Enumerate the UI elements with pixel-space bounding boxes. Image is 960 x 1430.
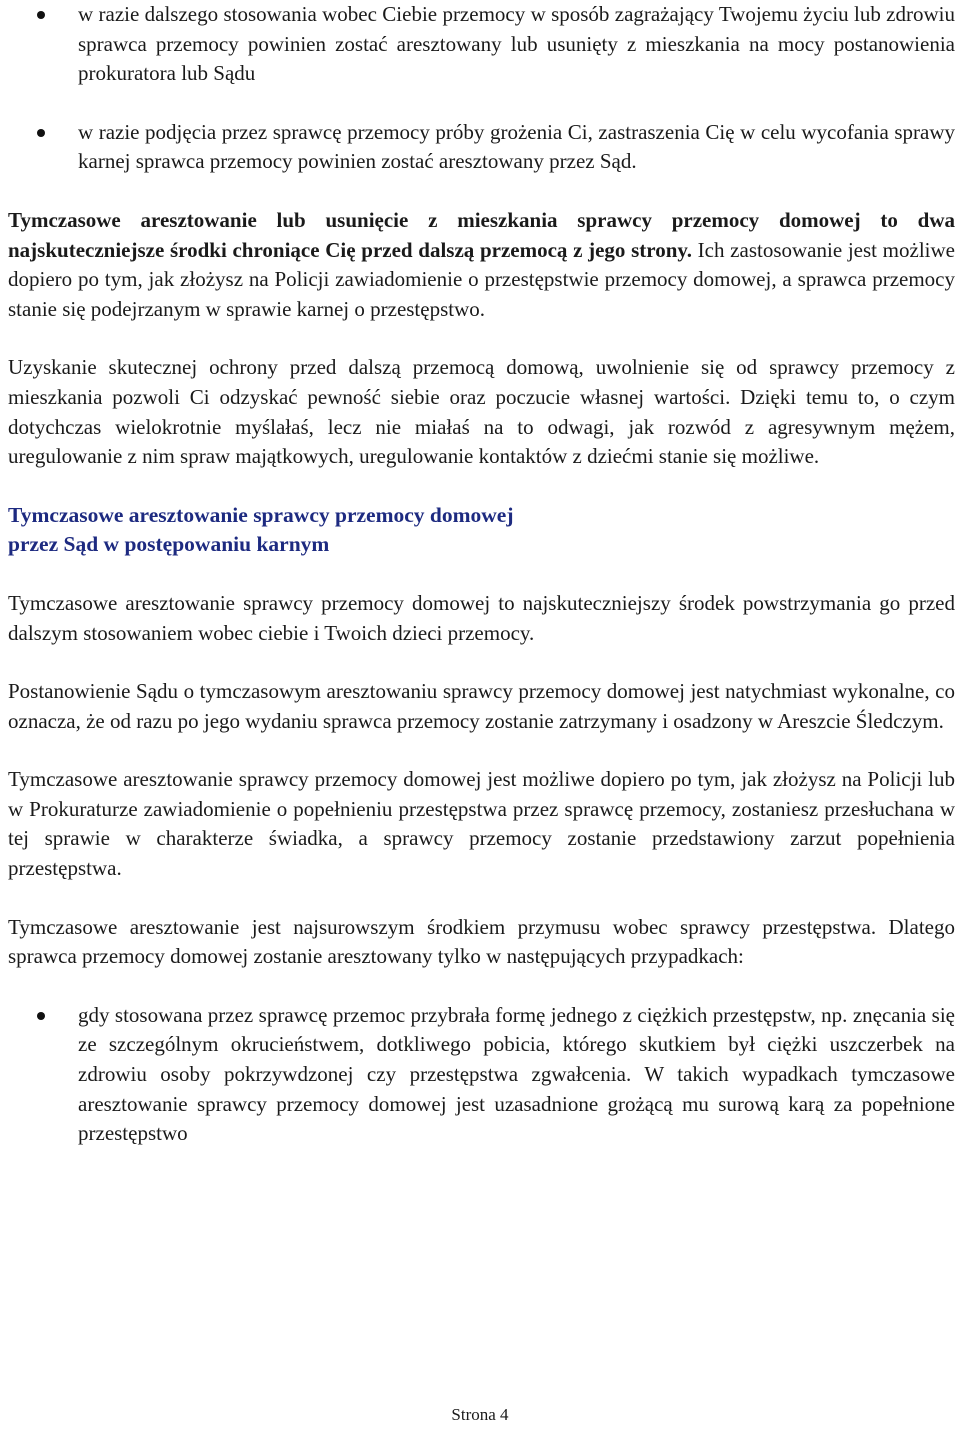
bullet-icon [37,1012,45,1020]
page-number: Strona 4 [451,1405,509,1424]
list-item-text: w razie dalszego stosowania wobec Ciebie przemocy w sposób zagrażający Twojemu życiu lub zdrowiu sprawca przemocy powinien zostać aresztowany lub usunięty z mieszkania na mocy postanowienia prokuratora lub Sądu [78,2,955,86]
document-page [8,0,955,1149]
paragraph-arrest-summary [8,206,955,324]
bullet-list-top [8,0,955,177]
list-item [8,1001,955,1149]
list-item-text: gdy stosowana przez sprawcę przemoc przybrała formę jednego z ciężkich przestępstw, np. znęcania się ze szczególnym okrucieństwem, dotkliwego pobicia, którego skutkiem był ciężki uszczerbek na zdrowiu osoby pokrzywdzonej czy przestępstwa zgwałcenia. W takich wypadkach tymczasowe aresztowanie sprawcy przemocy domowej jest uzasadnione grożącą mu surową karą za popełnione przestępstwo [78,1002,955,1146]
paragraph-most-effective: Tymczasowe aresztowanie sprawcy przemocy domowej to najskuteczniejszy środek powstrzymania go przed dalszym stosowaniem wobec ciebie i Twoich dzieci przemocy. [8,590,955,645]
bullet-list-bottom [8,1001,955,1149]
list-item [8,118,955,177]
list-item [8,0,955,89]
bullet-icon [37,11,45,19]
bold-lead-text: Tymczasowe aresztowanie lub usunięcie z mieszkania sprawcy przemocy domowej to dwa najskuteczniejsze środki chroniące Cię przed dalszą przemocą z jego strony. [8,207,955,262]
bullet-icon [37,129,45,137]
list-item-text: w razie podjęcia przez sprawcę przemocy próby grożenia Ci, zastraszenia Cię w celu wycofania sprawy karnej sprawca przemocy powinien zostać aresztowany przez Sąd. [78,119,955,174]
paragraph-severity: Tymczasowe aresztowanie jest najsurowszym środkiem przymusu wobec sprawcy przestępstwa. Dlatego sprawca przemocy domowej zostanie aresztowany tylko w następujących przypadkach: [8,914,955,969]
section-heading [8,501,955,560]
paragraph-protection: Uzyskanie skutecznej ochrony przed dalszą przemocą domową, uwolnienie się od sprawcy przemocy z mieszkania pozwoli Ci odzyskać pewność siebie oraz poczucie własnej wartości. Dzięki temu to, o czym dotychczas wielokrotnie myślałaś, lecz nie miałaś na to odwagi, jak rozwód z agresywnym mężem, uregulowanie z nim spraw majątkowych, uregulowanie kontaktów z dziećmi stanie się możliwe. [8,355,955,469]
paragraph-court-decision: Postanowienie Sądu o tymczasowym aresztowaniu sprawcy przemocy domowej jest natychmiast wykonalne, co oznacza, że od razu po jego wydaniu sprawca przemocy zostanie zatrzymany i osadzony w Areszcie Śledczym. [8,679,955,733]
section-heading-line2: przez Sąd w postępowaniu karnym [8,532,330,557]
paragraph-conditions: Tymczasowe aresztowanie sprawcy przemocy domowej jest możliwe dopiero po tym, jak złożysz na Policji lub w Prokuraturze zawiadomienie o popełnieniu przestępstwa przez sprawcę przemocy, zostaniesz przesłuchana w tej sprawie w charakterze świadka, a sprawcy przemocy zostanie przedstawiony zarzut popełnienia przestępstwa. [8,767,955,881]
section-heading-line1: Tymczasowe aresztowanie sprawcy przemocy domowej [8,502,514,527]
paragraph-text: Ich zastosowanie jest możliwe dopiero po tym, jak złożysz na Policji zawiadomienie o przestępstwie przemocy domowej, a sprawca przemocy stanie się podejrzanym w sprawie karnej o przestępstwo. [8,237,955,321]
